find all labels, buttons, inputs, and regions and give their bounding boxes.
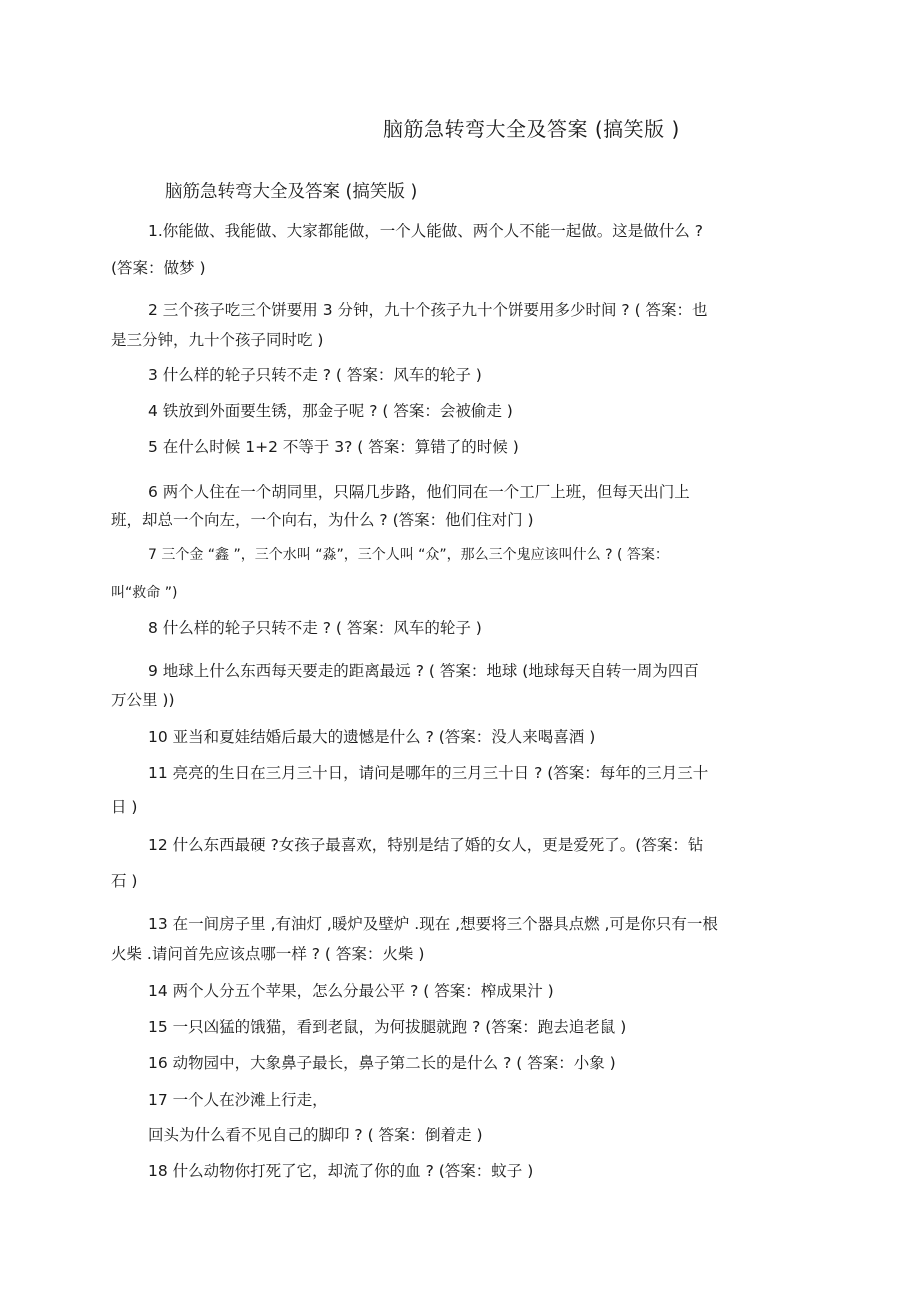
- riddle-5: 5 在什么时候 1+2 不等于 3? ( 答案：算错了的时候 ): [148, 438, 519, 456]
- riddle-2-line-1: 2 三个孩子吃三个饼要用 3 分钟，九十个孩子九十个饼要用多少时间 ? ( 答案：也: [148, 301, 708, 319]
- riddle-1-line-2: (答案：做梦 ): [111, 259, 206, 277]
- riddle-10: 10 亚当和夏娃结婚后最大的遗憾是什么 ? (答案：没人来喝喜酒 ): [148, 728, 596, 746]
- riddle-3: 3 什么样的轮子只转不走 ? ( 答案：风车的轮子 ): [148, 366, 482, 384]
- document-title: 脑筋急转弯大全及答案 (搞笑版 ): [383, 117, 680, 141]
- riddle-17-line-2: 回头为什么看不见自己的脚印 ? ( 答案：倒着走 ): [148, 1126, 483, 1144]
- riddle-16: 16 动物园中，大象鼻子最长，鼻子第二长的是什么 ? ( 答案：小象 ): [148, 1054, 616, 1072]
- document-subtitle: 脑筋急转弯大全及答案 (搞笑版 ): [165, 182, 418, 202]
- riddle-9-line-2: 万公里 )): [111, 691, 175, 709]
- riddle-12-line-2: 石 ): [111, 872, 138, 890]
- riddle-6-line-1: 6 两个人住在一个胡同里，只隔几步路，他们同在一个工厂上班，但每天出门上: [148, 483, 690, 501]
- riddle-8: 8 什么样的轮子只转不走 ? ( 答案：风车的轮子 ): [148, 619, 482, 637]
- riddle-15: 15 一只凶猛的饿猫，看到老鼠，为何拔腿就跑 ? (答案：跑去追老鼠 ): [148, 1018, 627, 1036]
- riddle-13-line-1: 13 在一间房子里 ,有油灯 ,暖炉及壁炉 .现在 ,想要将三个器具点燃 ,可是你只有一根: [148, 915, 718, 933]
- riddle-9-line-1: 9 地球上什么东西每天要走的距离最远 ? ( 答案：地球 (地球每天自转一周为四百: [148, 662, 699, 680]
- riddle-6-line-2: 班，却总一个向左，一个向右，为什么 ? (答案：他们住对门 ): [111, 511, 534, 529]
- riddle-18: 18 什么动物你打死了它，却流了你的血 ? (答案：蚊子 ): [148, 1162, 534, 1180]
- riddle-11-line-1: 11 亮亮的生日在三月三十日，请问是哪年的三月三十日 ? (答案：每年的三月三十: [148, 764, 709, 782]
- riddle-2-line-2: 是三分钟，九十个孩子同时吃 ): [111, 331, 324, 349]
- riddle-14: 14 两个人分五个苹果，怎么分最公平 ? ( 答案：榨成果汁 ): [148, 982, 554, 1000]
- riddle-4: 4 铁放到外面要生锈，那金子呢 ? ( 答案：会被偷走 ): [148, 402, 513, 420]
- riddle-7-line-1: 7 三个金 “鑫 ”，三个水叫 “淼”，三个人叫 “众”，那么三个鬼应该叫什么 ? ( 答案：: [148, 547, 669, 563]
- riddle-1-line-1: 1.你能做、我能做、大家都能做，一个人能做、两个人不能一起做。这是做什么 ?: [148, 222, 703, 240]
- riddle-17-line-1: 17 一个人在沙滩上行走，: [148, 1091, 328, 1109]
- riddle-12-line-1: 12 什么东西最硬 ?女孩子最喜欢，特别是结了婚的女人，更是爱死了。(答案：钻: [148, 836, 704, 854]
- riddle-11-line-2: 日 ): [111, 798, 138, 816]
- riddle-13-line-2: 火柴 .请问首先应该点哪一样 ? ( 答案：火柴 ): [111, 945, 425, 963]
- riddle-7-line-2: 叫“救命 ”): [111, 585, 178, 601]
